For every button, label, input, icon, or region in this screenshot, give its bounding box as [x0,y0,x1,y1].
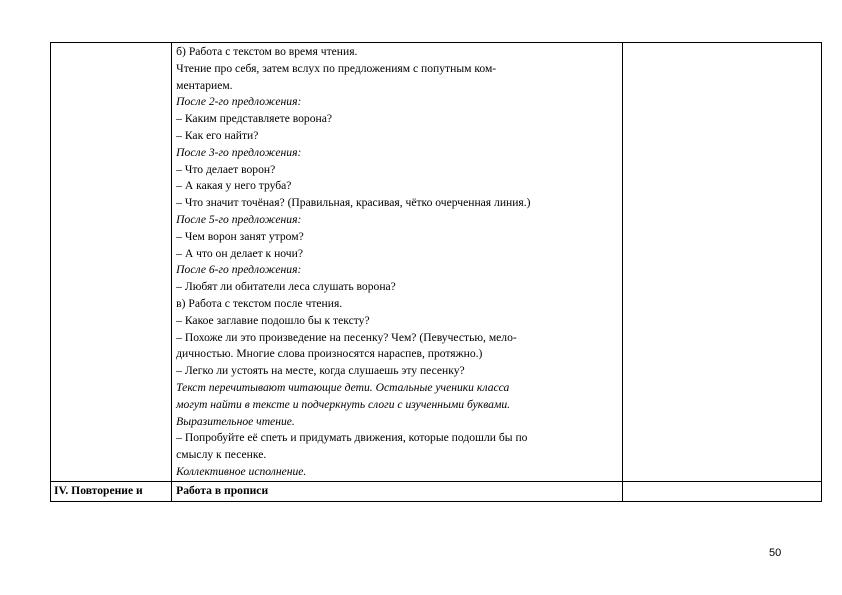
italic-note-line: После 2-го предложения: [176,95,302,109]
stage-label [51,43,171,44]
italic-note-line: После 6-го предложения: [176,263,302,277]
text-line: – Чем ворон занят утром? [176,229,304,243]
text-line: – Похоже ли это произведение на песенку? Чем? (Певучестью, мело- [176,330,517,344]
notes-text [623,482,821,483]
text-line: – Легко ли устоять на месте, когда слушаешь эту песенку? [176,364,465,378]
stage-label: IV. Повторение и [54,483,143,497]
text-line: смыслу к песенке. [176,448,267,462]
table-row [51,481,822,501]
content-lines [172,43,622,481]
italic-note-line: После 5-го предложения: [176,212,302,226]
text-line: в) Работа с текстом после чтения. [176,296,343,310]
text-line: – А какая у него труба? [176,179,292,193]
text-line: Чтение про себя, затем вслух по предложениям с попутным ком- [176,61,497,75]
italic-note-line: Выразительное чтение. [176,414,295,428]
content-cell [172,43,623,482]
notes-text [623,43,821,44]
italic-note-line: могут найти в тексте и подчеркнуть слоги с изученными буквами. [176,397,511,411]
text-line: б) Работа с текстом во время чтения. [176,45,358,58]
stage-cell [51,481,172,501]
italic-note-line: После 3-го предложения: [176,145,302,159]
italic-note-line: Текст перечитывают читающие дети. Остальные ученики класса [176,380,510,394]
page-number: 50 [769,547,782,559]
text-line: – Что делает ворон? [176,162,276,176]
stage-cell [51,43,172,482]
notes-cell [622,43,821,482]
content-cell [172,481,623,501]
text-line: дичностью. Многие слова произносятся нараспев, протяжно.) [176,347,483,361]
text-line: – А что он делает к ночи? [176,246,303,260]
text-line: – Что значит точёная? (Правильная, красивая, чётко очерченная линия.) [176,196,531,210]
lesson-plan-table [50,42,822,502]
text-line: – Попробуйте её спеть и придумать движения, которые подошли бы по [176,431,528,445]
text-line: – Как его найти? [176,128,259,142]
text-line: – Какое заглавие подошло бы к тексту? [176,313,370,327]
text-line: – Любят ли обитатели леса слушать ворона? [176,280,396,294]
text-line: – Каким представляете ворона? [176,112,333,126]
content-title: Работа в прописи [176,483,269,497]
text-line: ментарием. [176,78,233,92]
notes-cell [622,481,821,501]
italic-note-line: Коллективное исполнение. [176,464,307,478]
table-row [51,43,822,482]
